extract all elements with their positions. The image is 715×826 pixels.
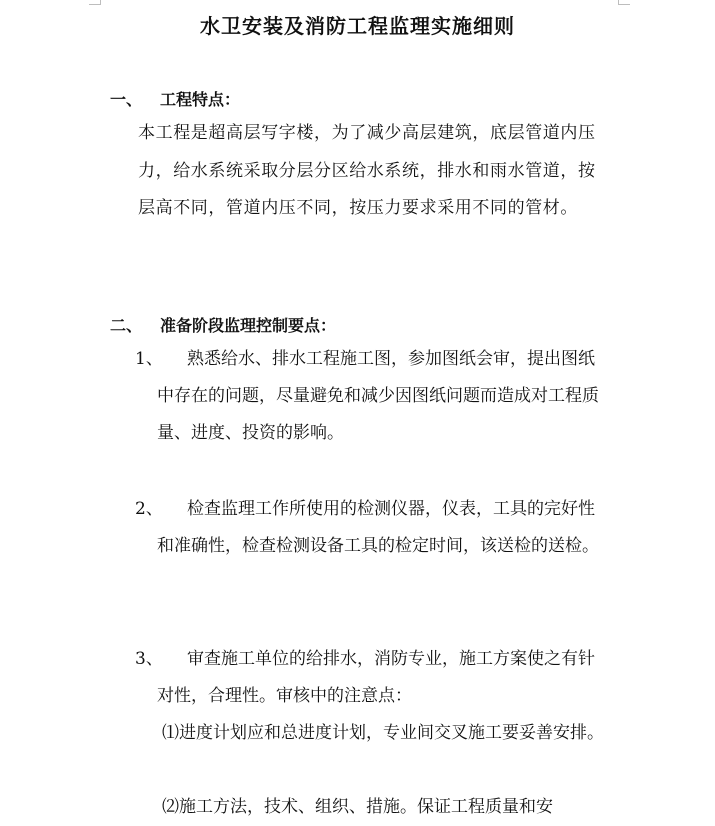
list-item-2: [135, 491, 610, 565]
section-heading-text: 准备阶段监理控制要点：: [160, 316, 337, 335]
section-number: 二、: [110, 316, 143, 335]
sub-item-2: ⑵施工方法，技术、组织、措施。保证工程质量和安: [162, 797, 553, 817]
list-item-text: 检查监理工作所使用的检测仪器，仪表，工具的完好性和准确性，检查检测设备工具的检定时间，该送检的送检。: [157, 499, 599, 556]
section-heading-1: [110, 87, 240, 110]
list-item-number: 3、: [135, 649, 163, 669]
section-heading-text: 工程特点：: [160, 90, 241, 109]
list-item-1: [135, 341, 610, 452]
list-item-text: 审查施工单位的给排水，消防专业，施工方案使之有针对性，合理性。审核中的注意点：: [157, 649, 595, 706]
document-title: 水卫安装及消防工程监理实施细则: [200, 14, 515, 38]
list-item-text: 熟悉给水、排水工程施工图，参加图纸会审，提出图纸中存在的问题，尽量避免和减少因图纸问题而造成对工程质量、进度、投资的影响。: [157, 349, 599, 443]
page-corner-mark-right: [618, 0, 631, 5]
list-item-number: 1、: [135, 349, 163, 369]
section-heading-2: [110, 313, 336, 336]
section-number: 一、: [110, 90, 143, 109]
list-item-3: [135, 641, 610, 715]
sub-item-1: ⑴进度计划应和总进度计划，专业间交叉施工要妥善安排。: [162, 723, 604, 743]
page-corner-mark-left: [88, 0, 101, 5]
section-1-paragraph: 本工程是超高层写字楼，为了减少高层建筑，底层管道内压力，给水系统采取分层分区给水系统，排水和雨水管道，按层高不同，管道内压不同，按压力要求采用不同的管材。: [138, 123, 596, 218]
list-item-number: 2、: [135, 499, 163, 519]
